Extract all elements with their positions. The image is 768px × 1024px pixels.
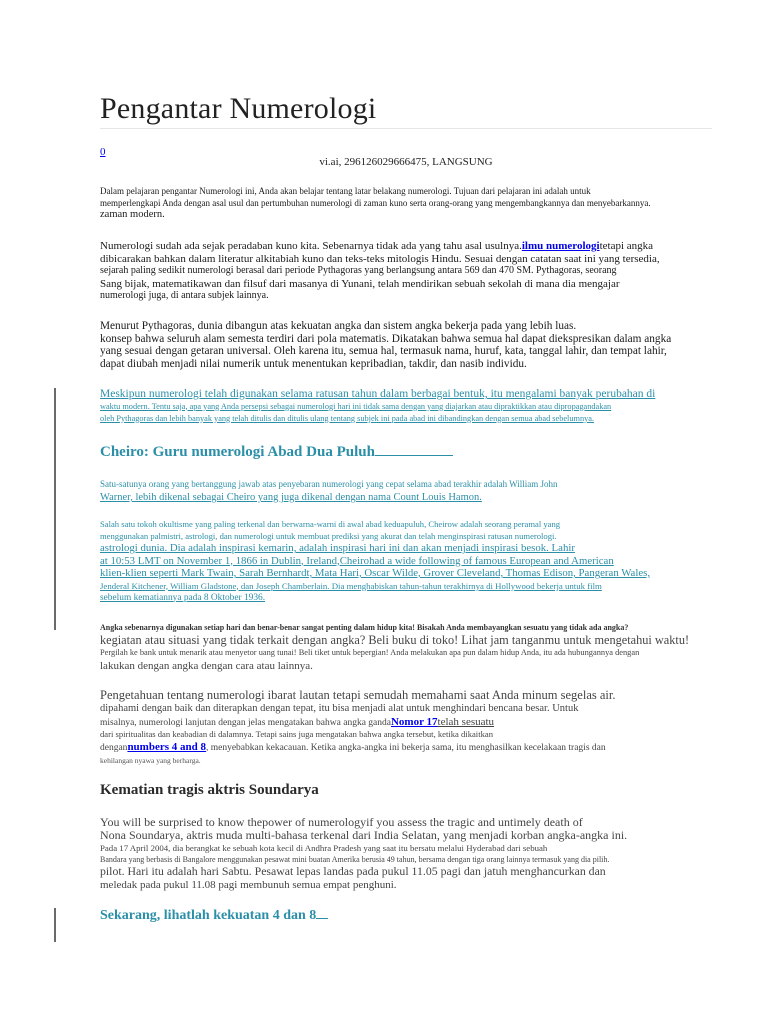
soundarya-line: pilot. Hari itu adalah hari Sabtu. Pesawat lepas landas pada pukul 11.05 pagi dan jatuh menghancurkan dan [100, 864, 606, 878]
everyday-line: Angka sebenarnya digunakan setiap hari dan benar-benar sangat penting dalam hidup kita! Bisakah Anda membayangkan sesuatu yang tidak ada angka? [100, 623, 629, 632]
history-text: Numerologi sudah ada sejak peradaban kuno kita. Sebenarnya tidak ada yang tahu asal usulnya. [100, 240, 522, 252]
history-line: dibicarakan bahkan dalam literatur alkitabiah kuno dan teks-teks mitologis Hindu. Sesuai dengan catatan saat ini yang tersedia, [100, 252, 660, 265]
knowledge-line: kehilangan nyawa yang berharga. [100, 756, 201, 765]
cheiro-bio-paragraph [100, 518, 715, 604]
knowledge-line: dipahami dengan baik dan diterapkan dengan tepat, itu bisa menjadi alat untuk menghindari bencana besar. Untuk [100, 703, 579, 714]
cheiro-intro-paragraph [100, 478, 715, 504]
knowledge-text: misalnya, numerologi lanjutan dengan jelas mengatakan bahwa angka ganda [100, 717, 391, 728]
cheiro-heading-text: Cheiro: Guru numerologi Abad Dua Puluh [100, 444, 375, 460]
soundarya-paragraph [100, 815, 715, 892]
everyday-numbers-paragraph [100, 622, 715, 673]
knowledge-paragraph [100, 688, 715, 765]
modern-line: waktu modern. Tentu saja, apa yang Anda persepsi sebagai numerologi hari ini tidak sama dengan yang diajarkan atau dipraktikkan atau dipropagandakan [100, 401, 612, 411]
page-title: Pengantar Numerologi [100, 92, 377, 125]
pythagoras-line: konsep bahwa seluruh alam semesta terdiri dari pola matematis. Dikatakan bahwa semua hal dapat diekspresikan dalam angka [100, 332, 672, 345]
pythagoras-paragraph [100, 320, 715, 370]
soundarya-heading: Kematian tragis aktris Soundarya [100, 782, 319, 798]
knowledge-text: telah sesuatu [437, 715, 495, 728]
cheiro-bio-line: astrologi dunia. Dia adalah inspirasi kemarin, adalah inspirasi hari ini dan akan menjadi inspirasi besok. Lahir [100, 542, 575, 554]
heading-underline [316, 917, 328, 919]
power-4-8-heading [100, 908, 715, 924]
meta-line: vi.ai, 296126029666475, LANGSUNG [319, 156, 493, 168]
intro-line: zaman modern. [100, 209, 165, 220]
modern-paragraph [100, 388, 715, 425]
soundarya-line: Nona Soundarya, aktris muda multi-bahasa terkenal dari India Selatan, yang menjadi korban angka-angka ini. [100, 828, 628, 842]
soundarya-line: Bandara yang berbasis di Bangalore menggunakan pesawat mini buatan Amerika berusia 49 tahun, bersama dengan tiga orang lainnya termasuk yang dia pilih. [100, 855, 610, 864]
pythagoras-line: Menurut Pythagoras, dunia dibangun atas kekuatan angka dan sistem angka bekerja pada yang lebih luas. [100, 320, 577, 332]
intro-paragraph [100, 185, 715, 221]
pythagoras-line: yang sesuai dengan getaran universal. Oleh karena itu, semua hal, termasuk nama, huruf, kata, tanggal lahir, dan tempat lahir, [100, 345, 667, 357]
soundarya-line: You will be surprised to know thepower of numerologyif you assess the tragic and untimely death of [100, 815, 583, 829]
cheiro-bio-line: at 10:53 LMT on November 1, 1866 in Dublin, Ireland,Cheirohad a wide following of famous European and American [100, 554, 614, 567]
cheiro-bio-line: sebelum kematiannya pada 8 Oktober 1936. [100, 592, 266, 603]
cheiro-bio-line: Jenderal Kitchener, William Gladstone, dan Joseph Chamberlain. Dia menghabiskan tahun-tahun terakhirnya di Hollywood bekerja untuk film [100, 580, 602, 591]
history-line: sejarah paling sedikit numerologi berasal dari periode Pythagoras yang berlangsung antara 569 dan 470 SM. Pythagoras, seorang [100, 265, 617, 276]
zero-link[interactable]: 0 [100, 146, 106, 158]
knowledge-text: dengan [100, 743, 128, 753]
cheiro-bio-line: Salah satu tokoh okultisme yang paling terkenal dan berwarna-warni di awal abad keduapuluh, Cheirow adalah seorang peramal yang [100, 519, 561, 529]
history-text: tetapi angka [599, 240, 654, 252]
pythagoras-line: dapat diubah menjadi nilai numerik untuk menentukan kepribadian, takdir, dan nasib individu. [100, 357, 527, 370]
cheiro-heading [100, 444, 715, 461]
nomor-17-link[interactable]: Nomor 17 [390, 715, 438, 728]
ilmu-numerologi-link[interactable]: ilmu numerologi [521, 240, 600, 252]
intro-line: memperlengkapi Anda dengan asal usul dan pertumbuhan numerologi di zaman kuno serta orang-orang yang mengembangkannya dan menyebarkannya. [100, 198, 651, 208]
left-margin-bar-bottom [54, 908, 56, 942]
power-4-8-heading-text: Sekarang, lihatlah kekuatan 4 dan 8 [100, 908, 317, 923]
modern-line: oleh Pythagoras dan lebih banyak yang telah ditulis dan ditulis ulang tentang subjek ini pada abad ini dibandingkan dengan semua abad sebelumnya. [100, 413, 595, 423]
cheiro-bio-line: menggunakan palmistri, astrologi, dan numerologi untuk membuat prediksi yang akurat dan telah menginspirasi ratusan numerologi. [100, 531, 557, 541]
history-line: Sang bijak, matematikawan dan filsuf dari masanya di Yunani, telah mendirikan sebuah sekolah di mana dia mengajar [100, 277, 620, 290]
soundarya-line: meledak pada pukul 11.08 pagi membunuh semua empat penghuni. [100, 878, 397, 891]
knowledge-line: Pengetahuan tentang numerologi ibarat lautan tetapi semudah memahami saat Anda minum segelas air. [100, 688, 616, 702]
everyday-line: lakukan dengan angka dengan cara atau lainnya. [100, 660, 313, 672]
knowledge-line: dari spiritualitas dan keabadian di dalamnya. Tetapi sains juga mengatakan bahwa angka tersebut, ketika dikaitkan [100, 729, 493, 739]
intro-line: Dalam pelajaran pengantar Numerologi ini, Anda akan belajar tentang latar belakang numerologi. Tujuan dari pelajaran ini adalah untuk [100, 186, 591, 196]
everyday-line: Pergilah ke bank untuk menarik atau menyetor uang tunai! Beli tiket untuk bepergian! Anda melakukan apa pun dalam hidup Anda, itu ada hubungannya dengan [100, 648, 640, 657]
history-paragraph [100, 240, 715, 303]
modern-line: Meskipun numerologi telah digunakan selama ratusan tahun dalam berbagai bentuk, itu mengalami banyak perubahan di [100, 388, 656, 400]
left-margin-bar [54, 388, 56, 630]
numbers-4-and-8-link[interactable]: numbers 4 and 8 [127, 741, 206, 753]
everyday-line: kegiatan atau situasi yang tidak terkait dengan angka? Beli buku di toko! Lihat jam tanganmu untuk mengetahui waktu! [100, 633, 690, 647]
soundarya-line: Pada 17 April 2004, dia berangkat ke sebuah kota kecil di Andhra Pradesh yang saat itu bersatu melalui Hyderabad dari sebuah [100, 843, 548, 853]
heading-underline [375, 454, 453, 456]
cheiro-intro-line: Warner, lebih dikenal sebagai Cheiro yang juga dikenal dengan nama Count Louis Hamon. [100, 492, 482, 503]
cheiro-bio-line: klien-klien seperti Mark Twain, Sarah Bernhardt, Mata Hari, Oscar Wilde, Grover Cleveland, Thomas Edison, Pangeran Wales, [100, 567, 651, 579]
cheiro-intro-line: Satu-satunya orang yang bertanggung jawab atas penyebaran numerologi yang cepat selama abad terakhir adalah William John [100, 479, 558, 489]
title-divider [100, 128, 712, 129]
knowledge-text: , menyebabkan kekacauan. Ketika angka-angka ini bekerja sama, itu menghasilkan kecelakaan tragis dan [205, 743, 606, 753]
history-line: numerologi juga, di antara subjek lainnya. [100, 290, 269, 301]
